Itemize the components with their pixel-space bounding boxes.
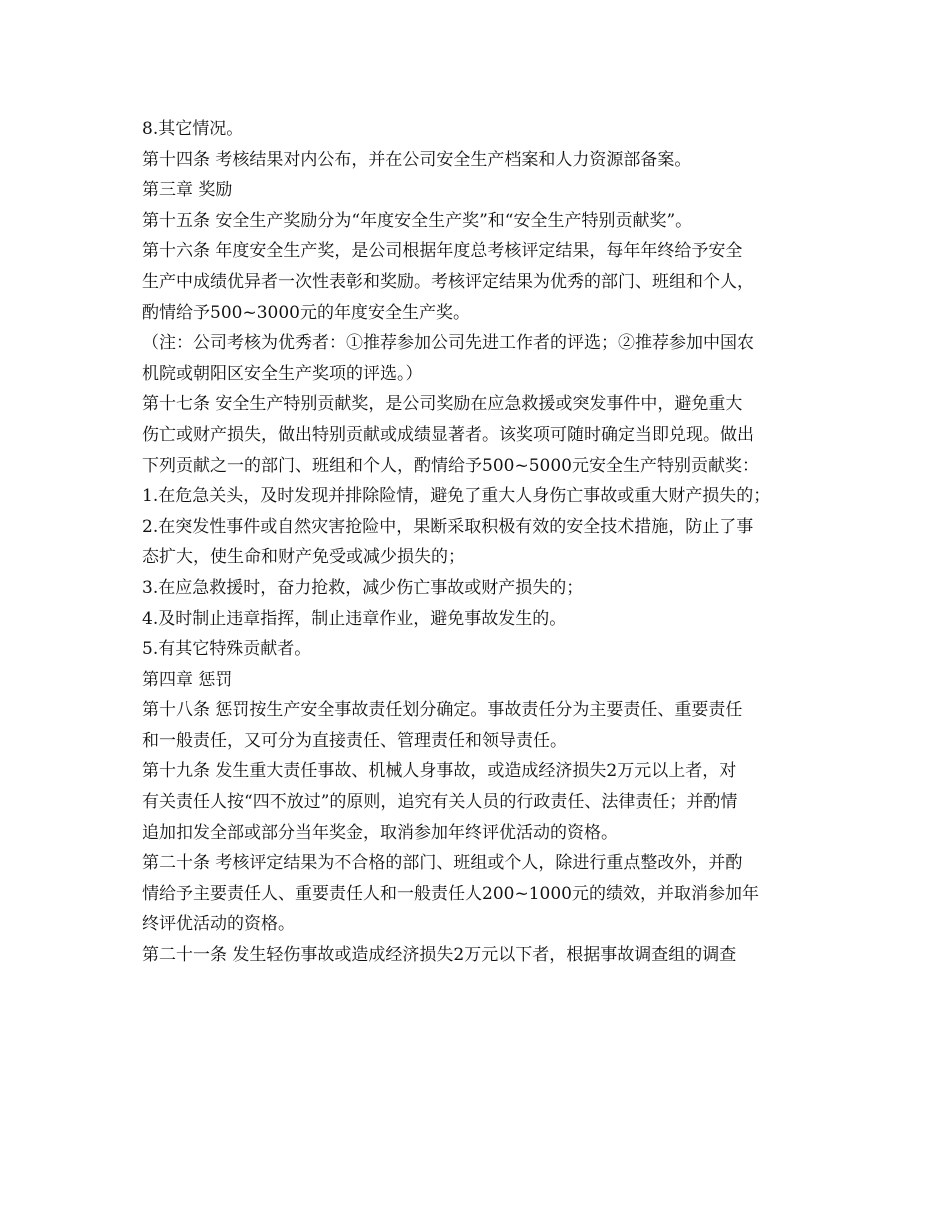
text-line: 4.及时制止违章指挥，制止违章作业，避免事故发生的。 — [142, 608, 567, 629]
text-line: 第二十一条 发生轻伤事故或造成经济损失2万元以下者，根据事故调查组的调查 — [142, 945, 737, 966]
document-paragraph — [142, 695, 822, 756]
text-line: （注：公司考核为优秀者：①推荐参加公司先进工作者的评选；②推荐参加中国农 — [142, 333, 754, 354]
text-line: 第十八条 惩罚按生产安全事故责任划分确定。事故责任分为主要责任、重要责任 — [142, 700, 743, 721]
text-line: 和一般责任，又可分为直接责任、管理责任和领导责任。 — [142, 730, 567, 751]
document-paragraph — [142, 940, 822, 971]
document-paragraph — [142, 634, 822, 665]
text-line: 终评优活动的资格。 — [142, 914, 295, 935]
document-paragraph — [142, 512, 822, 573]
text-line: 第十五条 安全生产奖励分为“年度安全生产奖”和“安全生产特别贡献奖”。 — [142, 210, 693, 231]
text-line: 第十四条 考核结果对内公布，并在公司安全生产档案和人力资源部备案。 — [142, 149, 692, 170]
text-line: 生产中成绩优异者一次性表彰和奖励。考核评定结果为优秀的部门、班组和个人， — [142, 271, 754, 292]
document-paragraph — [142, 175, 822, 206]
text-line: 第十七条 安全生产特别贡献奖，是公司奖励在应急救援或突发事件中，避免重大 — [142, 394, 743, 415]
document-body — [142, 114, 822, 971]
document-paragraph — [142, 114, 822, 145]
text-line: 第四章 惩罚 — [142, 669, 233, 690]
text-line: 酌情给予500~3000元的年度安全生产奖。 — [142, 302, 470, 323]
text-line: 2.在突发性事件或自然灾害抢险中，果断采取积极有效的安全技术措施，防止了事 — [142, 516, 754, 537]
text-line: 8.其它情况。 — [142, 119, 244, 139]
text-line: 第十九条 发生重大责任事故、机械人身事故，或造成经济损失2万元以上者，对 — [142, 761, 737, 782]
text-line: 3.在应急救援时，奋力抢救，减少伤亡事故或财产损失的； — [142, 577, 584, 598]
text-line: 1.在危急关头，及时发现并排除险情，避免了重大人身伤亡事故或重大财产损失的； — [142, 486, 771, 507]
text-line: 第二十条 考核评定结果为不合格的部门、班组或个人，除进行重点整改外，并酌 — [142, 853, 743, 874]
document-paragraph — [142, 665, 822, 696]
text-line: 有关责任人按“四不放过”的原则，追究有关人员的行政责任、法律责任；并酌情 — [142, 792, 738, 813]
document-paragraph — [142, 145, 822, 176]
text-line: 下列贡献之一的部门、班组和个人，酌情给予500~5000元安全生产特别贡献奖： — [142, 455, 759, 476]
text-line: 追加扣发全部或部分当年奖金，取消参加年终评优活动的资格。 — [142, 822, 618, 843]
document-paragraph — [142, 481, 822, 512]
text-line: 机院或朝阳区安全生产奖项的评选。） — [142, 363, 423, 384]
text-line: 第三章 奖励 — [142, 180, 233, 201]
document-paragraph — [142, 756, 822, 848]
document-paragraph — [142, 389, 822, 481]
text-line: 情给予主要责任人、重要责任人和一般责任人200~1000元的绩效，并取消参加年 — [142, 883, 759, 904]
text-line: 5.有其它特殊贡献者。 — [142, 639, 312, 660]
document-paragraph — [142, 206, 822, 237]
text-line: 伤亡或财产损失，做出特别贡献或成绩显著者。该奖项可随时确定当即兑现。做出 — [142, 424, 754, 445]
document-paragraph — [142, 236, 822, 328]
text-line: 态扩大，使生命和财产免受或减少损失的； — [142, 547, 465, 568]
document-paragraph — [142, 328, 822, 389]
text-line: 第十六条 年度安全生产奖，是公司根据年度总考核评定结果，每年年终给予安全 — [142, 241, 743, 262]
document-paragraph — [142, 573, 822, 604]
document-paragraph — [142, 848, 822, 940]
document-paragraph — [142, 604, 822, 635]
